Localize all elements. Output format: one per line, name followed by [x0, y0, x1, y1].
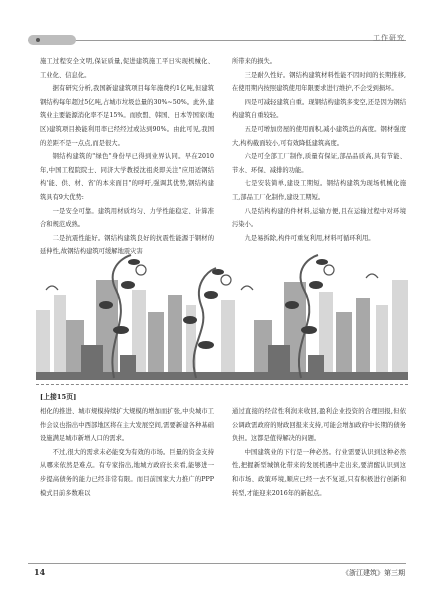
continued-from-label: [上接15页]	[40, 393, 77, 401]
paragraph: 所带来的损失。	[232, 58, 277, 65]
paragraph: 三是耐久性好。钢结构建筑材料性能不因时间的长期推移,在使用期内按照建筑使用年限要求进行维护,不会受到损坏。	[232, 71, 406, 93]
paragraph: 据有研究分析,我国新建建筑项目每年施费约1亿吨,但建筑钢结构每年超过5亿吨,占城市垃圾总量的30%~50%。此外,建筑业主要能源消化率不足15%。而欧盟、韩国、日本等国家(地区)建筑项目换能利用率已经经过或达到90%。由此可见,我国的差距不是一点点,而是很大。	[40, 85, 214, 147]
paragraph: 不过,很大的需求未必能变为有效的市场。巨量的资金支持从哪来依然是难点。有专家指出,地城方政府长来看,能够进一步提高债务的能力已经非常有限。而目前国家大力推广的PPP模式目前多数难以	[40, 448, 214, 497]
page-number: 14	[34, 567, 46, 577]
left-column	[40, 55, 214, 259]
paragraph: 一是安全可靠。建筑用材质均匀、力学性能稳定、计算准合和规范成熟。	[40, 207, 214, 229]
section-divider	[36, 384, 408, 385]
paragraph: 二是抗震性能好。钢结构建筑良好的抗震性能源于钢材的延伸性,故钢结构建筑可缓解地震灾害	[40, 234, 214, 256]
paragraph: 通过直接的经营性利润来收回,盈利企业投资的合理回报,但依公调政需政府的财政回报来支持,可能会增加政府中长期的债务负担。这都是值得解决的问题。	[232, 408, 406, 443]
header-dot-icon	[36, 38, 40, 42]
section-title: 工作研究	[373, 34, 405, 42]
paragraph: 八是结构构建的件材料,运输方便,且在运输过程中对环境污染小。	[232, 207, 406, 229]
paragraph: 钢结构建筑的"绿色"身份早已得到业界认同。早在2010年,中国工程院院士、同济大学教授沈祖炎即关注"应用适钢结构'能、供、材、省'的本来面目"的呼吁,强调其优势,钢结构建筑具有9大优势:	[40, 153, 214, 201]
header-rule	[28, 40, 406, 41]
paragraph: 六是可全部工厂制作,质量有保证,部品品质高,具有节能、节水、环保、减排的功能。	[232, 153, 406, 174]
paragraph: 九是易拆除,构件可重复利用,材料可循环利用。	[244, 234, 375, 242]
footer-rule	[28, 563, 406, 564]
bottom-left-column	[40, 405, 214, 500]
right-column	[232, 55, 406, 245]
paragraph: 施工过程安全文明,保证质量,促进建筑施工平日实现机械化、工业化、信息化。	[40, 58, 214, 79]
paragraph: 中国建筑业的下行是一种必然。行业需要认识到这种必然性,把握新型城镇化带来的发展机遇中走出来,要清醒认识到这和市场、政策环境,顺应已经一去不复返,只有积极进行创新和转型,才能迎来2016年的新起点。	[232, 448, 406, 497]
bottom-right-column	[232, 405, 406, 500]
journal-name: 《浙江建筑》第三期	[342, 569, 405, 577]
paragraph: 四是可减轻建筑自重。现钢结构建筑多变空,还是因为钢结构建筑自重较轻。	[232, 98, 406, 120]
city-illustration	[36, 250, 408, 380]
paragraph: 七是安装简单,建设工期短。钢结构建筑为现场机械化施工,部品工厂化制作,建设工期短。	[232, 180, 406, 201]
paragraph: 相化的推进、城市规模持续扩大规模的增加而扩张,中央城市工作会议也指出中西部地区将在主大发展空间,需要新建各种基础设施满足城市新增人口的需求。	[40, 408, 214, 443]
paragraph: 五是可增加房屋的使用面积,减小建筑总的高度。钢材强度大,构构截面较小,可有效降低建筑高度。	[232, 125, 406, 147]
